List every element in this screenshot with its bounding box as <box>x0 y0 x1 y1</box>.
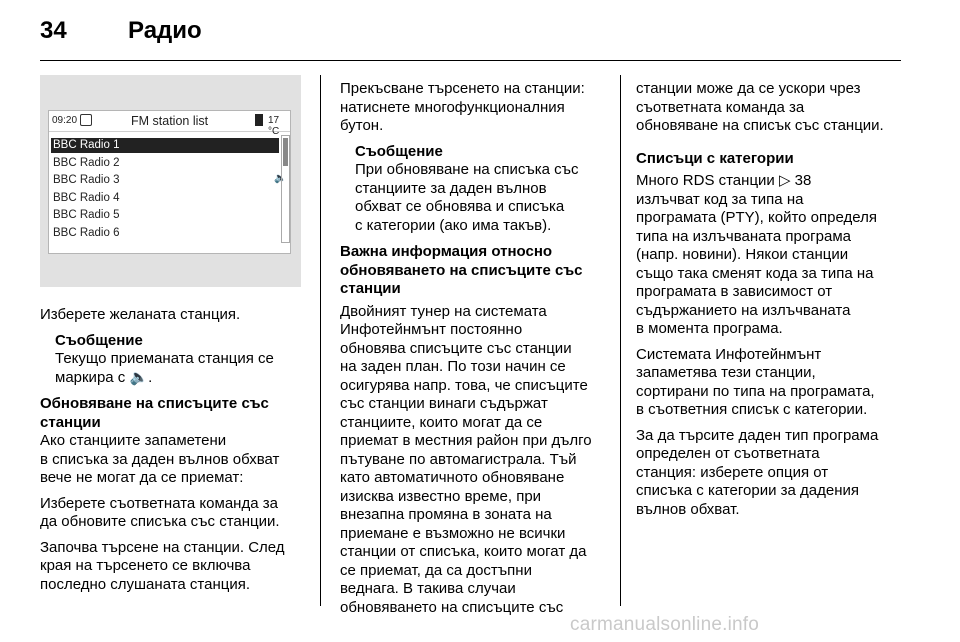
text-line: станции от списъка, които могат да <box>340 543 587 560</box>
text-line: Инфотейнмънт постоянно <box>340 321 523 338</box>
text-line: съдържанието на излъчваната <box>636 301 851 319</box>
note-text-line: обхват се обновява и списъка <box>355 198 565 215</box>
text-line: програмата в зависимост от <box>636 283 833 300</box>
paragraph <box>40 539 315 595</box>
section-heading: Списъци с категории <box>636 149 794 167</box>
phone-icon <box>255 114 263 126</box>
text-line: програмата (PTY), който определя <box>636 209 877 226</box>
heading-line: Обновяване на списъците със <box>40 395 269 412</box>
text-line: веднага. В такива случаи <box>340 580 516 597</box>
text-line: Ако станциите запаметени <box>40 432 227 449</box>
note-heading: Съобщение <box>355 142 443 160</box>
screen-time: 09:20 <box>52 115 78 126</box>
note-text-line: При обновяване на списъка със <box>355 161 579 178</box>
scrollbar-thumb[interactable] <box>283 138 288 166</box>
paragraph <box>340 80 618 136</box>
station-item[interactable]: BBC Radio 3 <box>53 174 120 186</box>
paragraph <box>636 172 920 339</box>
note-block <box>355 143 618 236</box>
text-line: станциите, които могат да се <box>340 413 543 431</box>
text-line: определен от съответната <box>636 445 820 462</box>
text-line: се приемат, да са достъпни <box>340 561 532 579</box>
column-1 <box>40 306 315 601</box>
page-number: 34 <box>40 17 67 44</box>
heading-line: станции <box>40 413 101 431</box>
figure-caption: Изберете желаната станция. <box>40 306 241 323</box>
text-line: типа на излъчваната програма <box>636 227 851 245</box>
station-item[interactable]: BBC Radio 1 <box>51 138 279 153</box>
text-line: станции може да се ускори чрез <box>636 80 861 97</box>
screen-title: FM station list <box>131 114 209 128</box>
station-item[interactable]: BBC Radio 2 <box>53 157 120 169</box>
text-line: в списъка за даден вълнов обхват <box>40 450 280 468</box>
column-2 <box>340 80 618 617</box>
note-heading: Съобщение <box>55 331 143 349</box>
text-line: пътуване по автомагистрала. Тъй <box>340 450 577 468</box>
text-line: Много RDS станции ▷ 38 <box>636 172 812 189</box>
section-heading <box>340 243 618 299</box>
station-item[interactable]: BBC Radio 4 <box>53 192 120 204</box>
text-line: на заден план. По този начин се <box>340 358 566 375</box>
text-line: последно слушаната станция. <box>40 575 250 593</box>
column-3 <box>636 80 920 526</box>
timer-icon <box>80 114 92 126</box>
radio-screen-figure <box>40 75 301 287</box>
station-item[interactable]: BBC Radio 5 <box>53 209 120 221</box>
text-line: вече не могат да се приемат: <box>40 469 244 486</box>
text-line: Изберете съответната команда за <box>40 494 278 512</box>
text-line: излъчват код за типа на <box>636 190 804 208</box>
text-line: Системата Инфотейнмънт <box>636 345 822 363</box>
station-list-scrollbar[interactable] <box>281 135 290 243</box>
text-line: обновяване на списък със станции. <box>636 117 884 134</box>
text-line: внезапна промяна в зоната на <box>340 506 552 523</box>
text-line: За да търсите даден тип програма <box>636 426 879 444</box>
text-line: вълнов обхват. <box>636 500 740 518</box>
screen-temperature: 17 °C <box>268 115 280 137</box>
text-line: в момента програма. <box>636 320 783 337</box>
note-text-line: с категории (ако има такъв). <box>355 216 552 234</box>
text-line: обновяването на списъците със <box>340 598 564 616</box>
heading-line: обновяването на списъците със <box>340 261 583 279</box>
text-line: Започва търсене на станции. След <box>40 538 285 556</box>
station-item[interactable]: BBC Radio 6 <box>53 227 120 239</box>
text-line: Двойният тунер на системата <box>340 302 547 320</box>
screen-status-bar <box>49 111 290 137</box>
text-line: Прекъсване търсенето на станции: <box>340 80 585 97</box>
text-line: обновява списъците със станции <box>340 339 572 357</box>
text-line: в съответния списък с категории. <box>636 401 868 418</box>
text-line: запаметява тези станции, <box>636 364 816 381</box>
text-line: със станции винаги съдържат <box>340 395 548 412</box>
paragraph <box>40 495 315 532</box>
text-line: като автоматичното обновяване <box>340 469 565 486</box>
note-block <box>55 332 315 388</box>
paragraph <box>40 432 315 488</box>
heading-line: Важна информация относно <box>340 243 553 260</box>
text-line: (напр. новини). Някои станции <box>636 246 849 263</box>
paragraph <box>636 80 920 136</box>
watermark: carmanualsonline.info <box>570 614 760 635</box>
paragraph <box>340 303 618 618</box>
text-line: списъка с категории за дадения <box>636 482 860 499</box>
page-header <box>40 17 920 57</box>
heading-line: станции <box>340 280 401 297</box>
paragraph <box>636 427 920 520</box>
note-text-line: маркира с 🔈. <box>55 368 153 386</box>
page-title: Радио <box>128 17 202 44</box>
text-line: натиснете многофункционалния <box>340 98 565 116</box>
text-line: бутон. <box>340 117 384 134</box>
note-text-line: Текущо приеманата станция се <box>55 350 274 367</box>
text-line: сортирани по типа на програмата, <box>636 382 875 400</box>
text-line: осигурява напр. това, че списъците <box>340 376 588 394</box>
section-heading <box>40 395 315 432</box>
text-line: съответната команда за <box>636 98 805 116</box>
text-line: да обновите списъка със станции. <box>40 513 280 530</box>
header-rule <box>40 60 901 61</box>
fm-station-list-screen <box>48 110 291 254</box>
text-line: края на търсенето се включва <box>40 557 251 574</box>
column-divider-2 <box>620 75 621 606</box>
paragraph <box>636 346 920 420</box>
text-line: също така сменят кода за типа на <box>636 264 874 282</box>
text-line: приемат в местния район при дълго <box>340 432 592 449</box>
speaker-icon: 🔈 <box>274 173 287 184</box>
text-line: изисква известно време, при <box>340 487 542 505</box>
text-line: приемане е възможно не всички <box>340 524 566 542</box>
note-text-line: станциите за даден вълнов <box>355 179 547 197</box>
text-line: станция: изберете опция от <box>636 463 829 481</box>
column-divider-1 <box>320 75 321 606</box>
